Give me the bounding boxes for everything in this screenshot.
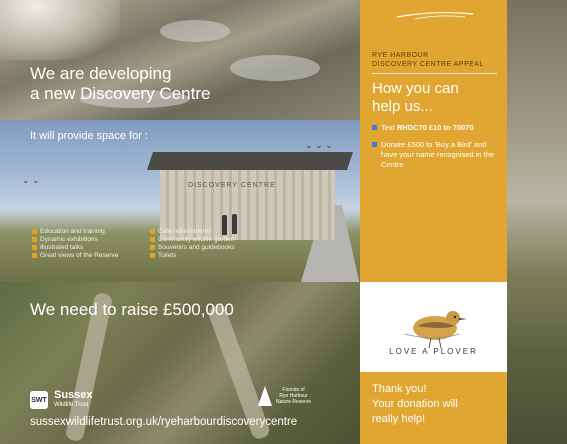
flying-birds-icon: ⌄ ⌄ ⌄ — [305, 140, 333, 150]
features-list — [32, 228, 270, 259]
wave-swoosh-icon — [395, 10, 475, 20]
sussex-logo-text — [54, 390, 93, 410]
feature-label: Café refreshments — [158, 228, 212, 235]
friends-logo-text — [276, 387, 311, 405]
appeal-title-line-1: RYE HARBOUR — [372, 52, 429, 59]
feature-item — [150, 236, 270, 243]
help-panel — [360, 0, 507, 282]
headline-line-2: a new Discovery Centre — [30, 84, 211, 103]
bullet-square-icon — [150, 253, 155, 258]
building-sign: DISCOVERY CENTRE — [188, 182, 276, 189]
bullet-square-icon — [372, 142, 377, 147]
thanks-line-3: really help! — [372, 413, 426, 425]
feature-item — [32, 252, 150, 259]
text-donation-item — [372, 123, 500, 133]
love-a-plover-text: LOVE A PLOVER — [389, 347, 478, 356]
thank-you-text — [372, 382, 502, 427]
friends-line: Rye Harbour — [279, 393, 308, 399]
friends-line: Friends of — [282, 387, 305, 393]
building-roof — [147, 152, 353, 170]
feature-item — [32, 236, 150, 243]
friends-shield-icon — [258, 386, 272, 406]
feature-item — [150, 252, 270, 259]
feature-item — [32, 228, 150, 235]
buy-a-bird-label: Donate £500 to 'Buy a Bird' and have your name recognised in the Centre — [381, 140, 494, 169]
text-prefix: Text — [381, 123, 397, 132]
feature-label: Souvenirs and guidebooks — [158, 244, 235, 251]
feature-label: Dynamic exhibitions — [40, 236, 98, 243]
bullet-square-icon — [32, 229, 37, 234]
feature-label: Toilets — [158, 252, 177, 259]
side-photo-strip — [507, 0, 567, 444]
feature-label: Illustrated talks — [40, 244, 84, 251]
provide-heading: It will provide space for : — [30, 130, 148, 142]
headline — [30, 64, 330, 104]
flying-birds-icon: ⌄ ⌄ — [22, 175, 40, 185]
how-line-2: help us... — [372, 98, 433, 115]
bullet-square-icon — [32, 237, 37, 242]
appeal-title-line-2: DISCOVERY CENTRE APPEAL — [372, 61, 484, 68]
friends-line: Nature Reserve — [276, 399, 312, 405]
sea-glare — [0, 0, 120, 60]
fundraising-target: We need to raise £500,000 — [30, 300, 234, 319]
feature-item — [32, 244, 150, 251]
text-code: RHDC70 £10 to 70070 — [396, 123, 474, 132]
feature-label: Education and training — [40, 228, 105, 235]
discovery-centre-building — [150, 152, 340, 240]
feature-item — [150, 228, 270, 235]
sussex-logo-name: Sussex — [54, 389, 93, 401]
lagoon-1 — [160, 20, 230, 42]
badger-logo-icon: SWT — [30, 391, 48, 409]
headline-line-1: We are developing — [30, 64, 172, 83]
how-line-1: How you can — [372, 80, 459, 97]
sussex-wildlife-trust-logo — [30, 390, 93, 410]
feature-item — [150, 244, 270, 251]
bullet-square-icon — [372, 125, 377, 130]
bullet-square-icon — [150, 229, 155, 234]
text-donation-label — [381, 123, 474, 133]
bullet-square-icon — [150, 237, 155, 242]
bullet-square-icon — [32, 253, 37, 258]
feature-label: Great views of the Reserve — [40, 252, 119, 259]
appeal-url-link[interactable]: sussexwildlifetrust.org.uk/ryeharbourdiscoverycentre — [30, 416, 298, 428]
how-you-can-help-heading — [372, 80, 502, 116]
bullet-square-icon — [150, 245, 155, 250]
thanks-line-1: Thank you! — [372, 383, 427, 395]
plover-bird-illustration — [395, 300, 475, 350]
bullet-square-icon — [32, 245, 37, 250]
divider — [372, 73, 497, 74]
appeal-panel — [360, 0, 507, 444]
thanks-line-2: Your donation will — [372, 398, 458, 410]
friends-of-rye-harbour-logo — [258, 386, 311, 406]
buy-a-bird-item — [372, 140, 500, 170]
sussex-logo-sub: Wildlife Trust — [54, 402, 89, 408]
feature-label: Community wildlife garden — [158, 236, 235, 243]
